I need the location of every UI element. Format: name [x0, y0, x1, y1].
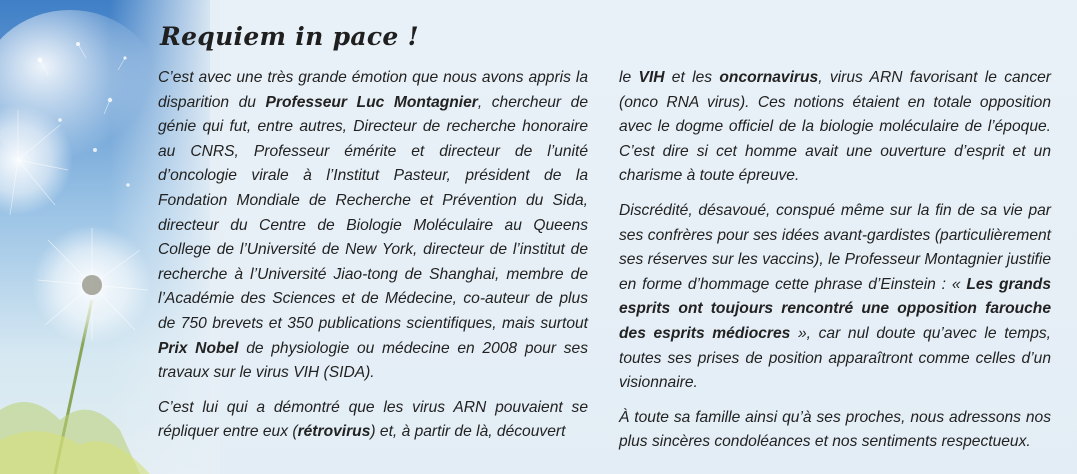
- bold-text: Prix Nobel: [158, 339, 239, 357]
- text-run: C’est lui qui a démontré que les virus ARN pouvaient se répliquer entre eux (: [158, 398, 588, 441]
- bold-text: VIH: [638, 69, 665, 86]
- text-run: Discrédité, désavoué, conspué même sur la fin de sa vie par ses confrères pour ses idées avant-gardistes (particulièrement ses réserves sur les vaccins), le Professeur Montagnier justifie en forme d’hommage cette phrase d’Einstein : «: [619, 201, 1051, 293]
- article-column-right: [619, 66, 1051, 465]
- bold-text: oncornavirus: [719, 69, 819, 86]
- bold-text: Les grands esprits ont toujours rencontré une opposition farouche des esprits médiocres: [619, 275, 1051, 342]
- text-run: , chercheur de génie qui fut, entre autres, Directeur de recherche honoraire au CNRS, Professeur émérite et directeur de l’unité d’oncologie virale à l’Institut Pasteur, président de la Fondation Mondiale de Recherche et Prévention du Sida, directeur du Centre de Biologie Moléculaire au Queens College de l’Université de New York, directeur de l’institut de recherche à l’Université Jiao-tong de Shanghai, membre de l’Académie des Sciences et de Médecine, co-auteur de plus de 750 brevets et 350 publications scientifiques, mais surtout: [158, 93, 589, 332]
- text-run: ) et, à partir de là, découvert: [370, 423, 566, 441]
- text-run: , virus ARN favorisant le cancer (onco RNA virus). Ces notions étaient en totale opposition avec le dogme officiel de la biologie moléculaire de l’époque. C’est dire si cet homme avait une ouverture d’esprit et un charisme à toute épreuve.: [619, 69, 1051, 185]
- bold-text: Professeur Luc Montagnier: [265, 93, 478, 111]
- article-title: Requiem in pace !: [160, 22, 419, 51]
- paragraph: À toute sa famille ainsi qu’à ses proches, nous adressons nos plus sincères condoléances et nos sentiments respectueux.: [619, 408, 1051, 451]
- text-run: et les: [664, 69, 720, 86]
- text-run: », car nul doute qu’avec le temps, toutes ses prises de position apparaîtront comme celles d’un visionnaire.: [619, 324, 1051, 392]
- text-run: le: [619, 69, 639, 86]
- article-column-left: [158, 66, 588, 455]
- paragraph: [158, 396, 588, 445]
- text-run: C’est avec une très grande émotion que nous avons appris la disparition du: [158, 69, 588, 111]
- bold-text: rétrovirus: [297, 423, 371, 441]
- paragraph: [619, 199, 1051, 396]
- text-run: de physiologie ou médecine en 2008 pour ses travaux sur le virus VIH (SIDA).: [158, 339, 588, 382]
- paragraph: [619, 66, 1051, 189]
- paragraph: [158, 66, 588, 386]
